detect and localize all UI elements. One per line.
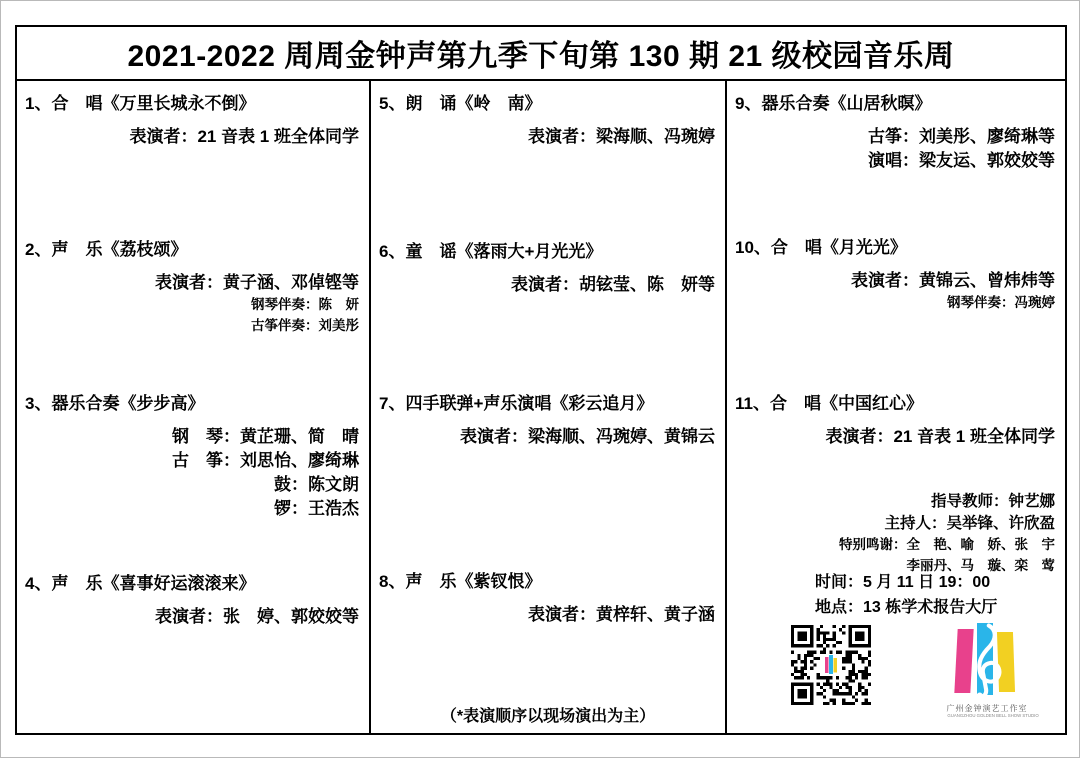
program-item-1 bbox=[17, 89, 369, 149]
item-heading: 3、器乐合奏《步步高》 bbox=[25, 394, 205, 413]
thanks-credit: 李丽丹、马 璇、栾 莺 bbox=[906, 557, 1055, 574]
item-heading: 5、朗 诵《岭 南》 bbox=[379, 94, 542, 113]
performer-line: 古 筝：刘思怡、廖绮琳 bbox=[172, 451, 359, 471]
item-heading: 8、声 乐《紫钗恨》 bbox=[379, 572, 542, 591]
item-heading: 10、合 唱《月光光》 bbox=[735, 238, 907, 257]
teacher-credit: 指导教师：钟艺娜 bbox=[930, 493, 1055, 510]
event-info bbox=[727, 571, 1065, 621]
program-item-4 bbox=[17, 569, 369, 629]
performer-line: 古筝：刘美彤、廖绮琳等 bbox=[868, 127, 1055, 146]
program-sheet bbox=[15, 25, 1067, 735]
column-3 bbox=[727, 81, 1065, 733]
item-heading: 7、四手联弹+声乐演唱《彩云追月》 bbox=[379, 394, 654, 413]
thanks-credit: 特别鸣谢：全 艳、喻 娇、张 宇 bbox=[839, 537, 1055, 553]
item-heading: 1、合 唱《万里长城永不倒》 bbox=[25, 94, 256, 113]
column-2 bbox=[371, 81, 727, 733]
credits-block bbox=[727, 491, 1065, 577]
footer-row bbox=[727, 623, 1065, 728]
program-item-7 bbox=[371, 389, 725, 449]
program-item-5 bbox=[371, 89, 725, 149]
performer-line: 表演者：21 音表 1 班全体同学 bbox=[129, 127, 359, 146]
studio-name: 广州金钟演艺工作室 bbox=[946, 704, 1028, 713]
performer-line: 表演者：梁海顺、冯琬婷、黄锦云 bbox=[460, 427, 715, 446]
program-item-10 bbox=[727, 233, 1065, 314]
host-credit: 主持人：吴举锋、许欣盈 bbox=[884, 515, 1055, 532]
performer-line: 演唱：梁友运、郭姣姣等 bbox=[868, 151, 1055, 171]
event-venue: 地点：13 栋学术报告大厅 bbox=[815, 598, 998, 616]
item-heading: 11、合 唱《中国红心》 bbox=[735, 394, 923, 413]
logo-bars bbox=[956, 623, 1018, 699]
item-heading: 4、声 乐《喜事好运滚滚来》 bbox=[25, 574, 256, 593]
program-item-6 bbox=[371, 237, 725, 297]
item-heading: 6、童 谣《落雨大+月光光》 bbox=[379, 242, 603, 261]
accompanist-line: 钢琴伴奏：冯琬婷 bbox=[947, 295, 1055, 312]
performer-line: 锣：王浩杰 bbox=[274, 499, 359, 519]
performer-line: 表演者：张 婷、郭姣姣等 bbox=[155, 607, 359, 626]
qr-code-icon bbox=[791, 625, 871, 705]
column-1 bbox=[17, 81, 371, 733]
treble-clef-icon bbox=[967, 621, 1007, 703]
performer-line: 表演者：黄锦云、曾炜炜等 bbox=[851, 271, 1055, 290]
program-item-2 bbox=[17, 235, 369, 337]
program-item-8 bbox=[371, 567, 725, 627]
performer-line: 表演者：21 音表 1 班全体同学 bbox=[825, 427, 1055, 446]
program-item-11 bbox=[727, 389, 1065, 449]
accompanist-line: 古筝伴奏：刘美彤 bbox=[251, 318, 359, 335]
item-heading: 2、声 乐《荔枝颂》 bbox=[25, 240, 188, 259]
program-item-3 bbox=[17, 389, 369, 522]
performer-line: 表演者：梁海顺、冯琬婷 bbox=[528, 127, 715, 146]
item-heading: 9、器乐合奏《山居秋暝》 bbox=[735, 94, 932, 113]
event-time: 时间：5 月 11 日 19：00 bbox=[815, 574, 991, 591]
performer-line: 表演者：黄梓轩、黄子涵 bbox=[528, 605, 715, 624]
studio-subname: GUANGZHOU GOLDEN BELL SHOW STUDIO bbox=[947, 714, 1039, 719]
performer-line: 表演者：胡铉莹、陈 妍等 bbox=[511, 275, 715, 294]
page-title: 2021-2022 周周金钟声第九季下旬第 130 期 21 级校园音乐周 bbox=[17, 27, 1065, 81]
program-columns bbox=[17, 81, 1065, 733]
studio-logo bbox=[932, 623, 1042, 720]
performer-line: 鼓：陈文朗 bbox=[274, 475, 359, 495]
order-footnote: （*表演顺序以现场演出为主） bbox=[440, 708, 656, 725]
performer-line: 钢 琴：黄芷珊、简 晴 bbox=[172, 427, 359, 446]
accompanist-line: 钢琴伴奏：陈 妍 bbox=[251, 297, 359, 314]
program-item-9 bbox=[727, 89, 1065, 173]
performer-line: 表演者：黄子涵、邓倬铿等 bbox=[155, 273, 359, 292]
